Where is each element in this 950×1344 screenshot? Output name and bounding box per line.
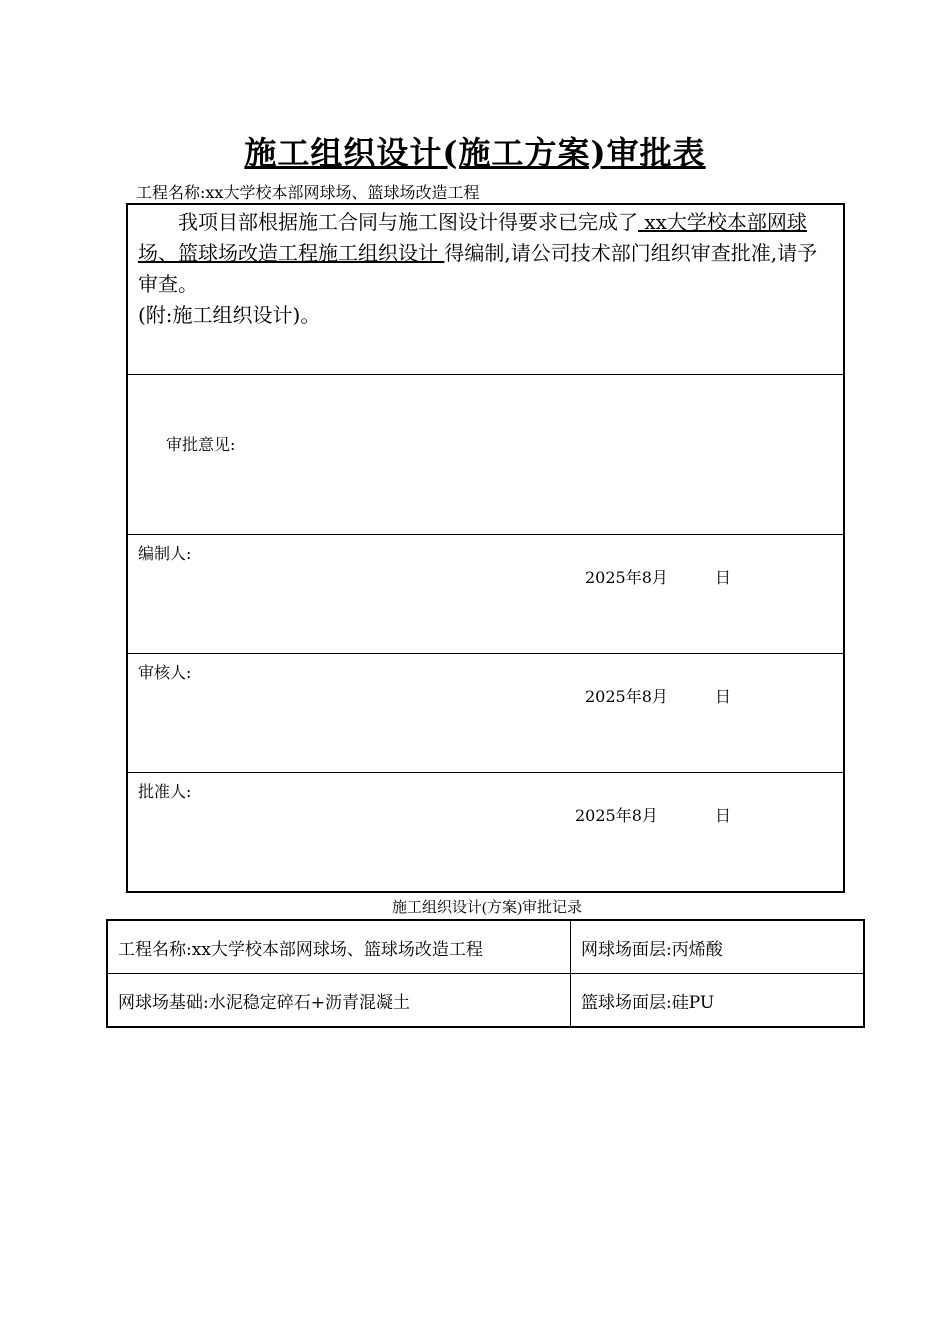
table-cell: 网球场面层:丙烯酸 (571, 920, 865, 974)
approver-section (128, 773, 843, 891)
compiler-date-ym: 2025年8月 (585, 568, 668, 587)
table-cell: 工程名称:xx大学校本部网球场、篮球场改造工程 (107, 920, 571, 974)
compiler-section (128, 535, 843, 654)
table-cell: 网球场基础:水泥稳定碎石+沥青混凝土 (107, 974, 571, 1028)
table-cell: 篮球场面层:硅PU (571, 974, 865, 1028)
application-paragraph (138, 207, 835, 300)
form-title: 施工组织设计(施工方案)审批表 (244, 134, 706, 172)
reviewer-section (128, 654, 843, 773)
application-text-b: 得编制,请公司技术部门组织审查批准,请予审查。 (138, 241, 818, 296)
approver-date-day: 日 (715, 806, 732, 825)
record-caption: 施工组织设计(方案)审批记录 (392, 900, 582, 916)
opinion-label: 审批意见: (166, 435, 236, 454)
approver-date (575, 803, 732, 826)
reviewer-label: 审核人: (138, 663, 192, 682)
record-table (106, 919, 865, 1028)
compiler-date-day: 日 (715, 568, 732, 587)
approval-form (126, 203, 845, 893)
table-row (107, 974, 864, 1028)
reviewer-date-day: 日 (715, 687, 732, 706)
project-underlined: xx大学校本部网球场、篮球场改造工程施工组织设计 (138, 210, 807, 265)
application-text-a: 我项目部根据施工合同与施工图设计得要求已完成了 (178, 210, 638, 234)
compiler-date (585, 565, 732, 588)
application-section (128, 205, 843, 375)
approver-label: 批准人: (138, 782, 192, 801)
table-row (107, 920, 864, 974)
attachment-note: (附:施工组织设计)。 (138, 303, 321, 327)
application-text (128, 205, 843, 331)
compiler-label: 编制人: (138, 544, 192, 563)
approver-date-ym: 2025年8月 (575, 806, 658, 825)
project-name-line: 工程名称:xx大学校本部网球场、篮球场改造工程 (136, 183, 480, 202)
reviewer-date-ym: 2025年8月 (585, 687, 668, 706)
reviewer-date (585, 684, 732, 707)
opinion-section (128, 375, 843, 535)
